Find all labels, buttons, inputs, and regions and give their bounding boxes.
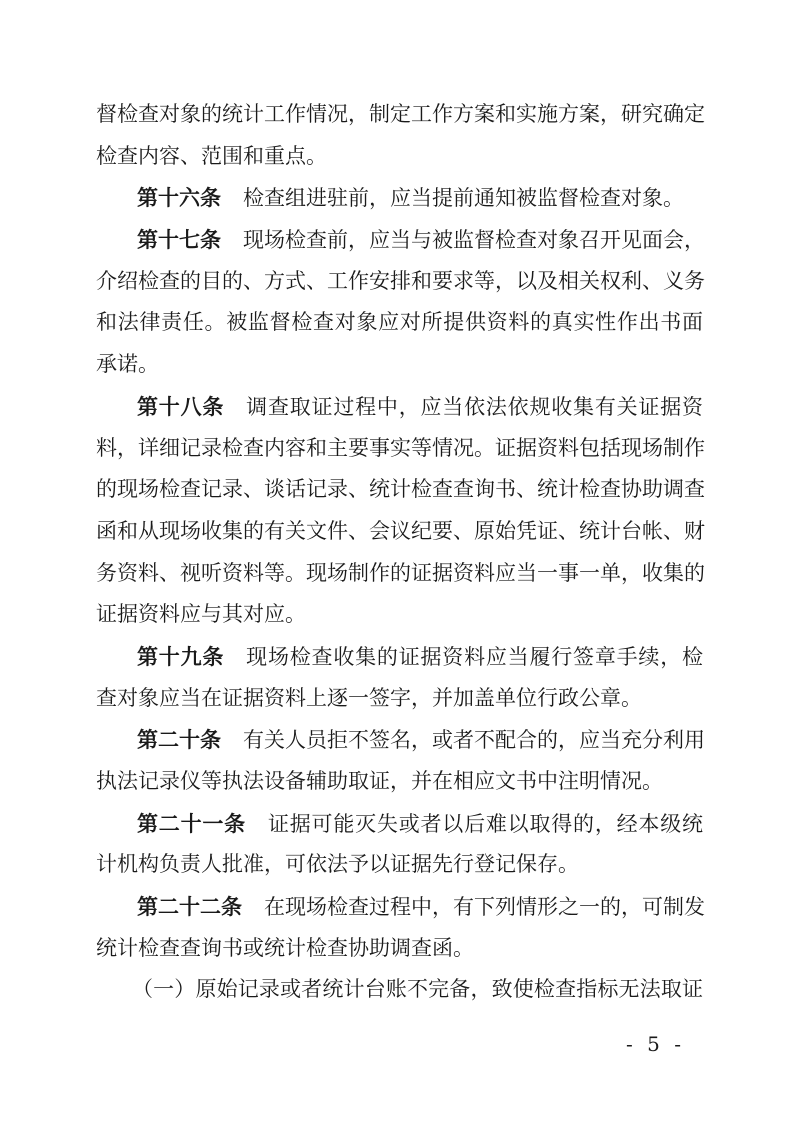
- article-heading: 第十六条: [137, 185, 221, 211]
- article-heading: 第二十二条: [137, 894, 242, 920]
- line-text: 督检查对象的统计工作情况，制定工作方案和实施方案，研究确定: [96, 102, 705, 126]
- line-text: 料，详细记录检查内容和主要事实等情况。证据资料包括现场制作: [96, 435, 705, 460]
- line-text: 现场检查前，应当与被监督检查对象召开见面会，: [243, 228, 705, 253]
- text-line: [96, 803, 703, 845]
- text-line: [96, 428, 703, 470]
- line-text: 有关人员拒不签名，或者不配合的，应当充分利用: [243, 728, 705, 753]
- line-text: 承诺。: [96, 352, 159, 377]
- article-paragraph: [96, 386, 703, 636]
- text-line: [96, 344, 703, 386]
- text-line: [96, 302, 703, 344]
- line-text: 函和从现场收集的有关文件、会议纪要、原始凭证、统计台帐、财: [96, 518, 705, 543]
- line-text: 证据资料应与其对应。: [96, 602, 306, 627]
- text-line: [96, 177, 703, 219]
- article-paragraph: [96, 636, 703, 719]
- line-text: 务资料、视听资料等。现场制作的证据资料应当一事一单，收集的: [96, 560, 705, 585]
- text-line: [96, 594, 703, 636]
- line-text: 介绍检查的目的、方式、工作安排和要求等，以及相关权利、义务: [96, 268, 705, 293]
- text-line: [96, 761, 703, 803]
- article-paragraph: [96, 803, 703, 886]
- text-line: [96, 886, 703, 928]
- text-line: [96, 511, 703, 553]
- line-text: 检查组进驻前，应当提前通知被监督检查对象。: [243, 186, 684, 211]
- article-heading: 第十七条: [137, 227, 221, 253]
- article-heading: 第二十一条: [137, 810, 246, 836]
- article-paragraph: [96, 886, 703, 969]
- article-paragraph: [96, 177, 703, 219]
- line-text: 的现场检查记录、谈话记录、统计检查查询书、统计检查协助调查: [96, 477, 705, 502]
- line-text: 执法记录仪等执法设备辅助取证，并在相应文书中注明情况。: [96, 769, 663, 793]
- paragraph: [96, 969, 703, 1011]
- article-paragraph: [96, 719, 703, 802]
- line-text: 和法律责任。被监督检查对象应对所提供资料的真实性作出书面: [96, 310, 703, 335]
- text-line: [96, 469, 703, 511]
- text-line: [96, 261, 703, 303]
- line-text: 证据可能灭失或者以后难以取得的，经本级统: [267, 811, 704, 836]
- line-text: 在现场检查过程中，有下列情形之一的，可制发: [264, 895, 705, 920]
- line-text: 统计检查查询书或统计检查协助调查函。: [96, 935, 474, 960]
- text-line: [96, 219, 703, 261]
- paragraph: [96, 94, 703, 177]
- line-text: 查对象应当在证据资料上逐一签字，并加盖单位行政公章。: [96, 685, 642, 710]
- text-line: [96, 844, 703, 886]
- text-line: [96, 719, 703, 761]
- page-number: - 5 -: [626, 1032, 685, 1056]
- text-line: [96, 136, 703, 178]
- line-text: 调查取证过程中，应当依法依规收集有关证据资: [246, 394, 704, 419]
- line-text: （一）原始记录或者统计台账不完备，致使检查指标无法取证: [132, 977, 703, 1002]
- article-heading: 第二十条: [137, 727, 221, 753]
- text-line: [96, 928, 703, 970]
- text-line: [96, 553, 703, 595]
- text-line: [96, 678, 703, 720]
- text-line: [96, 636, 703, 678]
- article-heading: 第十九条: [137, 643, 225, 669]
- line-text: 计机构负责人批准，可依法予以证据先行登记保存。: [96, 852, 579, 877]
- article-heading: 第十八条: [137, 393, 225, 419]
- text-line: [96, 386, 703, 428]
- text-line: [96, 969, 703, 1011]
- document-body: [96, 94, 703, 1011]
- line-text: 现场检查收集的证据资料应当履行签章手续，检: [246, 644, 704, 669]
- article-paragraph: [96, 219, 703, 386]
- line-text: 检查内容、范围和重点。: [96, 143, 327, 168]
- text-line: [96, 94, 703, 136]
